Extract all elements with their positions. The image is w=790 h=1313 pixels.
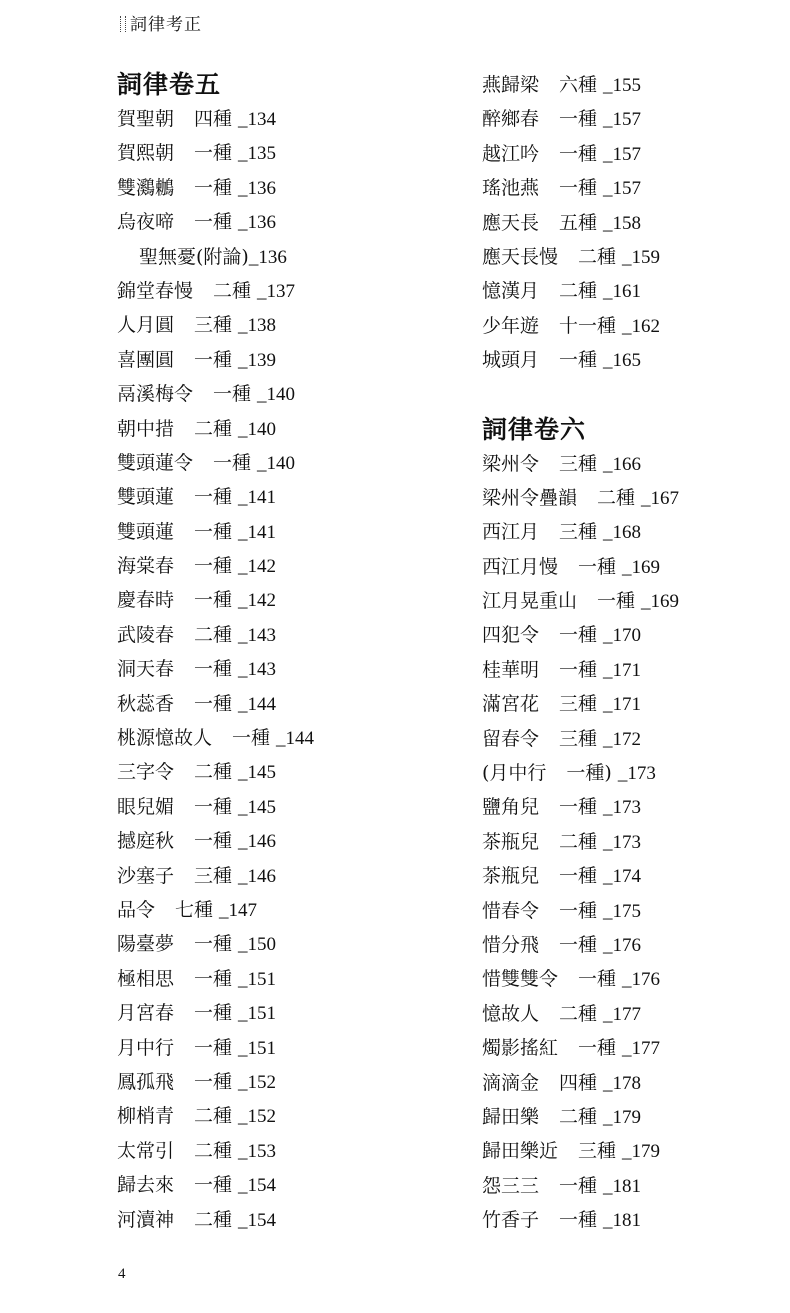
toc-entry [482,1100,679,1134]
entry-count: 一種 [194,1036,233,1059]
toc-entry [482,1134,679,1168]
entry-page: _169 [641,591,680,613]
right-continued-entry-list [482,68,679,378]
entry-page: _171 [603,694,642,716]
entry-page: _146 [238,831,277,853]
entry-page: _177 [603,1003,642,1025]
entry-title: 滿宮花 [482,693,540,716]
toc-entry [117,583,314,617]
entry-page: _147 [219,899,258,921]
toc-entry [117,274,314,308]
entry-title: 柳梢青 [117,1105,175,1128]
entry-title: 歸去來 [117,1174,175,1197]
entry-page: _145 [238,796,277,818]
entry-page: _177 [622,1038,661,1060]
entry-count: 二種 [194,417,233,440]
toc-entry [117,1099,314,1133]
toc-entry [117,652,314,686]
toc-entry [117,755,314,789]
entry-title: 喜團圓 [117,348,175,371]
toc-entry [117,549,314,583]
entry-title: 憶漢月 [482,280,540,303]
entry-title: 秋蕊香 [117,692,175,715]
entry-count: 一種 [559,624,598,647]
entry-title: 極相思 [117,967,175,990]
toc-entry [117,893,314,927]
toc-entry [117,136,314,170]
toc-entry [482,309,679,343]
entry-page: _144 [276,728,315,750]
entry-count: 十一種 [559,314,617,337]
toc-entry [117,377,314,411]
entry-title: 瑤池燕 [482,177,540,200]
section-title-volume-5: 詞律卷五 [117,70,222,99]
toc-entry [482,102,679,136]
entry-title: 眼兒媚 [117,795,175,818]
entry-title: 太常引 [117,1139,175,1162]
toc-entry [117,1065,314,1099]
toc-entry [482,1031,679,1065]
toc-entry [482,859,679,893]
entry-page: _174 [603,866,642,888]
entry-title: 三字令 [117,761,175,784]
entry-title: 雙頭蓮 [117,520,175,543]
entry-count: 二種 [559,1002,598,1025]
entry-title: 撼庭秋 [117,830,175,853]
running-head [120,10,202,35]
entry-count: 一種 [578,968,617,991]
entry-page: _161 [603,281,642,303]
toc-entry [117,962,314,996]
entry-count: 一種 [194,211,233,234]
entry-count: 二種 [559,280,598,303]
entry-count: 一種 [559,1209,598,1232]
toc-entry [117,515,314,549]
entry-count: 三種 [194,864,233,887]
entry-count: 一種 [194,1070,233,1093]
toc-entry [482,171,679,205]
right-entry-list [482,447,679,1238]
toc-entry [117,205,314,239]
toc-entry [482,447,679,481]
entry-count: 一種 [194,1174,233,1197]
entry-page: _157 [603,178,642,200]
toc-entry [482,274,679,308]
toc-entry [482,137,679,171]
entry-count: 一種 [578,1037,617,1060]
entry-title: 陽臺夢 [117,933,175,956]
entry-count: 一種 [232,727,271,750]
entry-page: _142 [238,556,277,578]
entry-page: _135 [238,143,277,165]
entry-count: 一種 [213,451,252,474]
entry-page: _179 [603,1106,642,1128]
entry-count: 二種 [194,761,233,784]
entry-title: 四犯令 [482,624,540,647]
entry-title: 賀熙朝 [117,142,175,165]
toc-entry [117,721,314,755]
toc-entry [117,859,314,893]
toc-entry [482,206,679,240]
entry-page: _170 [603,625,642,647]
entry-title: 應天長 [482,211,540,234]
entry-count: 三種 [194,314,233,337]
toc-entry [117,412,314,446]
left-entry-list [117,102,314,1237]
entry-count: 三種 [559,693,598,716]
entry-title: 雙頭蓮 [117,486,175,509]
entry-title: 醉鄉春 [482,108,540,131]
toc-entry [117,1168,314,1202]
toc-entry [482,825,679,859]
toc-entry [482,584,679,618]
entry-count: 五種 [559,211,598,234]
entry-page: _139 [238,349,277,371]
toc-entry [482,1169,679,1203]
entry-page: _136 [238,212,277,234]
entry-count: 一種 [194,795,233,818]
entry-page: _146 [238,865,277,887]
entry-page: _140 [257,452,296,474]
entry-page: _154 [238,1175,277,1197]
entry-title: 鬲溪梅令 [117,383,194,406]
entry-page: _142 [238,590,277,612]
entry-title: 應天長慢 [482,245,559,268]
entry-count: 一種 [559,177,598,200]
entry-title: 月宮春 [117,1002,175,1025]
entry-title: 烏夜啼 [117,211,175,234]
toc-entry [482,1066,679,1100]
toc-entry [482,894,679,928]
toc-entry [117,1031,314,1065]
entry-count: 一種 [578,555,617,578]
toc-entry [117,102,314,136]
entry-page: _166 [603,453,642,475]
entry-page: _165 [603,350,642,372]
entry-page: _179 [622,1141,661,1163]
entry-page: _167 [641,487,680,509]
toc-entry [482,68,679,102]
entry-title: 滴滴金 [482,1071,540,1094]
entry-title: 鳳孤飛 [117,1070,175,1093]
entry-count: 一種 [559,349,598,372]
toc-entry [482,790,679,824]
entry-title: 雙鸂鶒 [117,176,175,199]
entry-count: 一種 [194,555,233,578]
entry-count: 二種 [194,623,233,646]
toc-entry [117,446,314,480]
entry-count: 二種 [559,830,598,853]
entry-page: _151 [238,1037,277,1059]
entry-count: 一種 [194,1002,233,1025]
entry-count: 一種 [194,830,233,853]
entry-page: _152 [238,1106,277,1128]
entry-page: _171 [603,659,642,681]
entry-page: _143 [238,659,277,681]
entry-count: 一種 [194,348,233,371]
entry-title: 惜雙雙令 [482,968,559,991]
entry-page: _151 [238,1003,277,1025]
entry-title: 桃源憶故人 [117,727,213,750]
entry-count: 三種 [559,521,598,544]
entry-title: 江月晃重山 [482,590,578,613]
toc-entry [117,618,314,652]
entry-title: 錦堂春慢 [117,279,194,302]
entry-title: 憶故人 [482,1002,540,1025]
toc-entry [117,927,314,961]
page-number: 4 [118,1266,126,1282]
entry-count: 一種 [597,590,636,613]
entry-count: 一種 [559,1174,598,1197]
ornament-mark [120,16,126,32]
entry-title: 月中行 [117,1036,175,1059]
entry-page: _178 [603,1072,642,1094]
entry-title: 慶春時 [117,589,175,612]
entry-count: 一種 [194,658,233,681]
entry-count: 一種 [194,967,233,990]
entry-page: _175 [603,900,642,922]
entry-title: 人月圓 [117,314,175,337]
entry-count: 一種 [194,692,233,715]
entry-page: _173 [603,831,642,853]
entry-title: 城頭月 [482,349,540,372]
toc-entry [117,171,314,205]
entry-page: _145 [238,762,277,784]
entry-title: 怨三三 [482,1174,540,1197]
toc-entry [117,996,314,1030]
entry-count: 一種 [194,176,233,199]
toc-entry [117,790,314,824]
entry-page: _136 [248,246,287,268]
toc-entry [482,687,679,721]
entry-title: 留春令 [482,727,540,750]
entry-title: 鹽角兒 [482,796,540,819]
entry-title: 歸田樂近 [482,1140,559,1163]
left-column [117,68,314,1237]
entry-page: _151 [238,968,277,990]
toc-entry [482,962,679,996]
right-column [482,68,679,1238]
entry-count: 二種 [578,245,617,268]
entry-page: _144 [238,693,277,715]
entry-count: 二種 [213,279,252,302]
toc-entry [482,550,679,584]
entry-page: _162 [622,315,661,337]
entry-title: 惜分飛 [482,933,540,956]
entry-page: _169 [622,556,661,578]
entry-title: 洞天春 [117,658,175,681]
entry-title: 雙頭蓮令 [117,451,194,474]
entry-title: 燕歸梁 [482,74,540,96]
entry-count: 一種 [194,520,233,543]
toc-entry [482,928,679,962]
entry-count: 一種 [194,933,233,956]
entry-page: _159 [622,246,661,268]
entry-title: 茶瓶兒 [482,830,540,853]
toc-entry [482,653,679,687]
entry-title: 沙塞子 [117,864,175,887]
section-title-volume-6: 詞律卷六 [482,414,587,444]
entry-count: 一種 [559,108,598,131]
entry-title: 聖無憂(附論) [139,245,249,268]
entry-count: 一種 [194,486,233,509]
toc-entry [117,1203,314,1237]
entry-count: 二種 [194,1208,233,1231]
entry-page: _173 [617,763,656,785]
entry-title: (月中行 [482,762,547,785]
entry-title: 梁州令疊韻 [482,486,578,509]
toc-entry [482,756,679,790]
toc-entry [117,343,314,377]
toc-entry [482,515,679,549]
entry-count: 二種 [194,1139,233,1162]
toc-entry [117,480,314,514]
entry-page: _141 [238,487,277,509]
entry-page: _152 [238,1071,277,1093]
toc-entry [482,481,679,515]
toc-entry [117,308,314,342]
toc-entry [482,722,679,756]
toc-entry [117,1134,314,1168]
entry-count: 一種 [559,899,598,922]
entry-page: _140 [257,384,296,406]
entry-page: _136 [238,177,277,199]
toc-entry [117,240,314,274]
entry-count: 一種 [559,933,598,956]
entry-title: 燭影搖紅 [482,1037,559,1060]
entry-page: _181 [603,1175,642,1197]
toc-entry [482,997,679,1031]
entry-title: 梁州令 [482,452,540,475]
entry-count: 一種 [213,383,252,406]
entry-count: 六種 [559,74,598,96]
entry-title: 竹香子 [482,1209,540,1232]
entry-count: 二種 [597,486,636,509]
entry-page: _157 [603,143,642,165]
entry-page: _141 [238,521,277,543]
entry-title: 品令 [117,898,156,921]
entry-page: _134 [238,109,277,130]
entry-count: 一種 [194,142,233,165]
entry-count: 一種 [559,796,598,819]
toc-entry [482,1203,679,1237]
entry-count: 四種 [559,1071,598,1094]
entry-count: 一種 [194,589,233,612]
entry-page: _143 [238,624,277,646]
entry-count: 三種 [578,1140,617,1163]
entry-page: _172 [603,728,642,750]
entry-count: 一種) [566,762,612,785]
entry-count: 一種 [559,865,598,888]
entry-page: _137 [257,280,296,302]
entry-page: _181 [603,1210,642,1232]
entry-title: 桂華明 [482,658,540,681]
entry-page: _173 [603,797,642,819]
entry-title: 河瀆神 [117,1208,175,1231]
toc-entry [482,343,679,377]
entry-title: 西江月慢 [482,555,559,578]
entry-page: _155 [603,75,642,96]
entry-page: _157 [603,109,642,131]
entry-title: 茶瓶兒 [482,865,540,888]
entry-page: _140 [238,418,277,440]
entry-page: _176 [603,934,642,956]
toc-entry [482,240,679,274]
entry-count: 三種 [559,727,598,750]
entry-title: 惜春令 [482,899,540,922]
entry-page: _150 [238,934,277,956]
entry-title: 武陵春 [117,623,175,646]
entry-count: 一種 [559,142,598,165]
entry-count: 一種 [559,658,598,681]
running-head-text: 詞律考正 [130,15,202,35]
entry-title: 海棠春 [117,555,175,578]
entry-title: 歸田樂 [482,1105,540,1128]
toc-entry [482,618,679,652]
entry-page: _158 [603,212,642,234]
entry-count: 三種 [559,452,598,475]
entry-title: 越江吟 [482,142,540,165]
entry-count: 七種 [175,898,214,921]
entry-page: _176 [622,969,661,991]
entry-title: 少年遊 [482,314,540,337]
entry-count: 二種 [559,1105,598,1128]
entry-title: 賀聖朝 [117,108,175,130]
toc-entry [117,824,314,858]
entry-page: _154 [238,1209,277,1231]
entry-page: _138 [238,315,277,337]
entry-page: _153 [238,1140,277,1162]
entry-title: 西江月 [482,521,540,544]
toc-entry [117,687,314,721]
entry-count: 四種 [194,108,233,130]
entry-title: 朝中措 [117,417,175,440]
entry-page: _168 [603,522,642,544]
entry-count: 二種 [194,1105,233,1128]
